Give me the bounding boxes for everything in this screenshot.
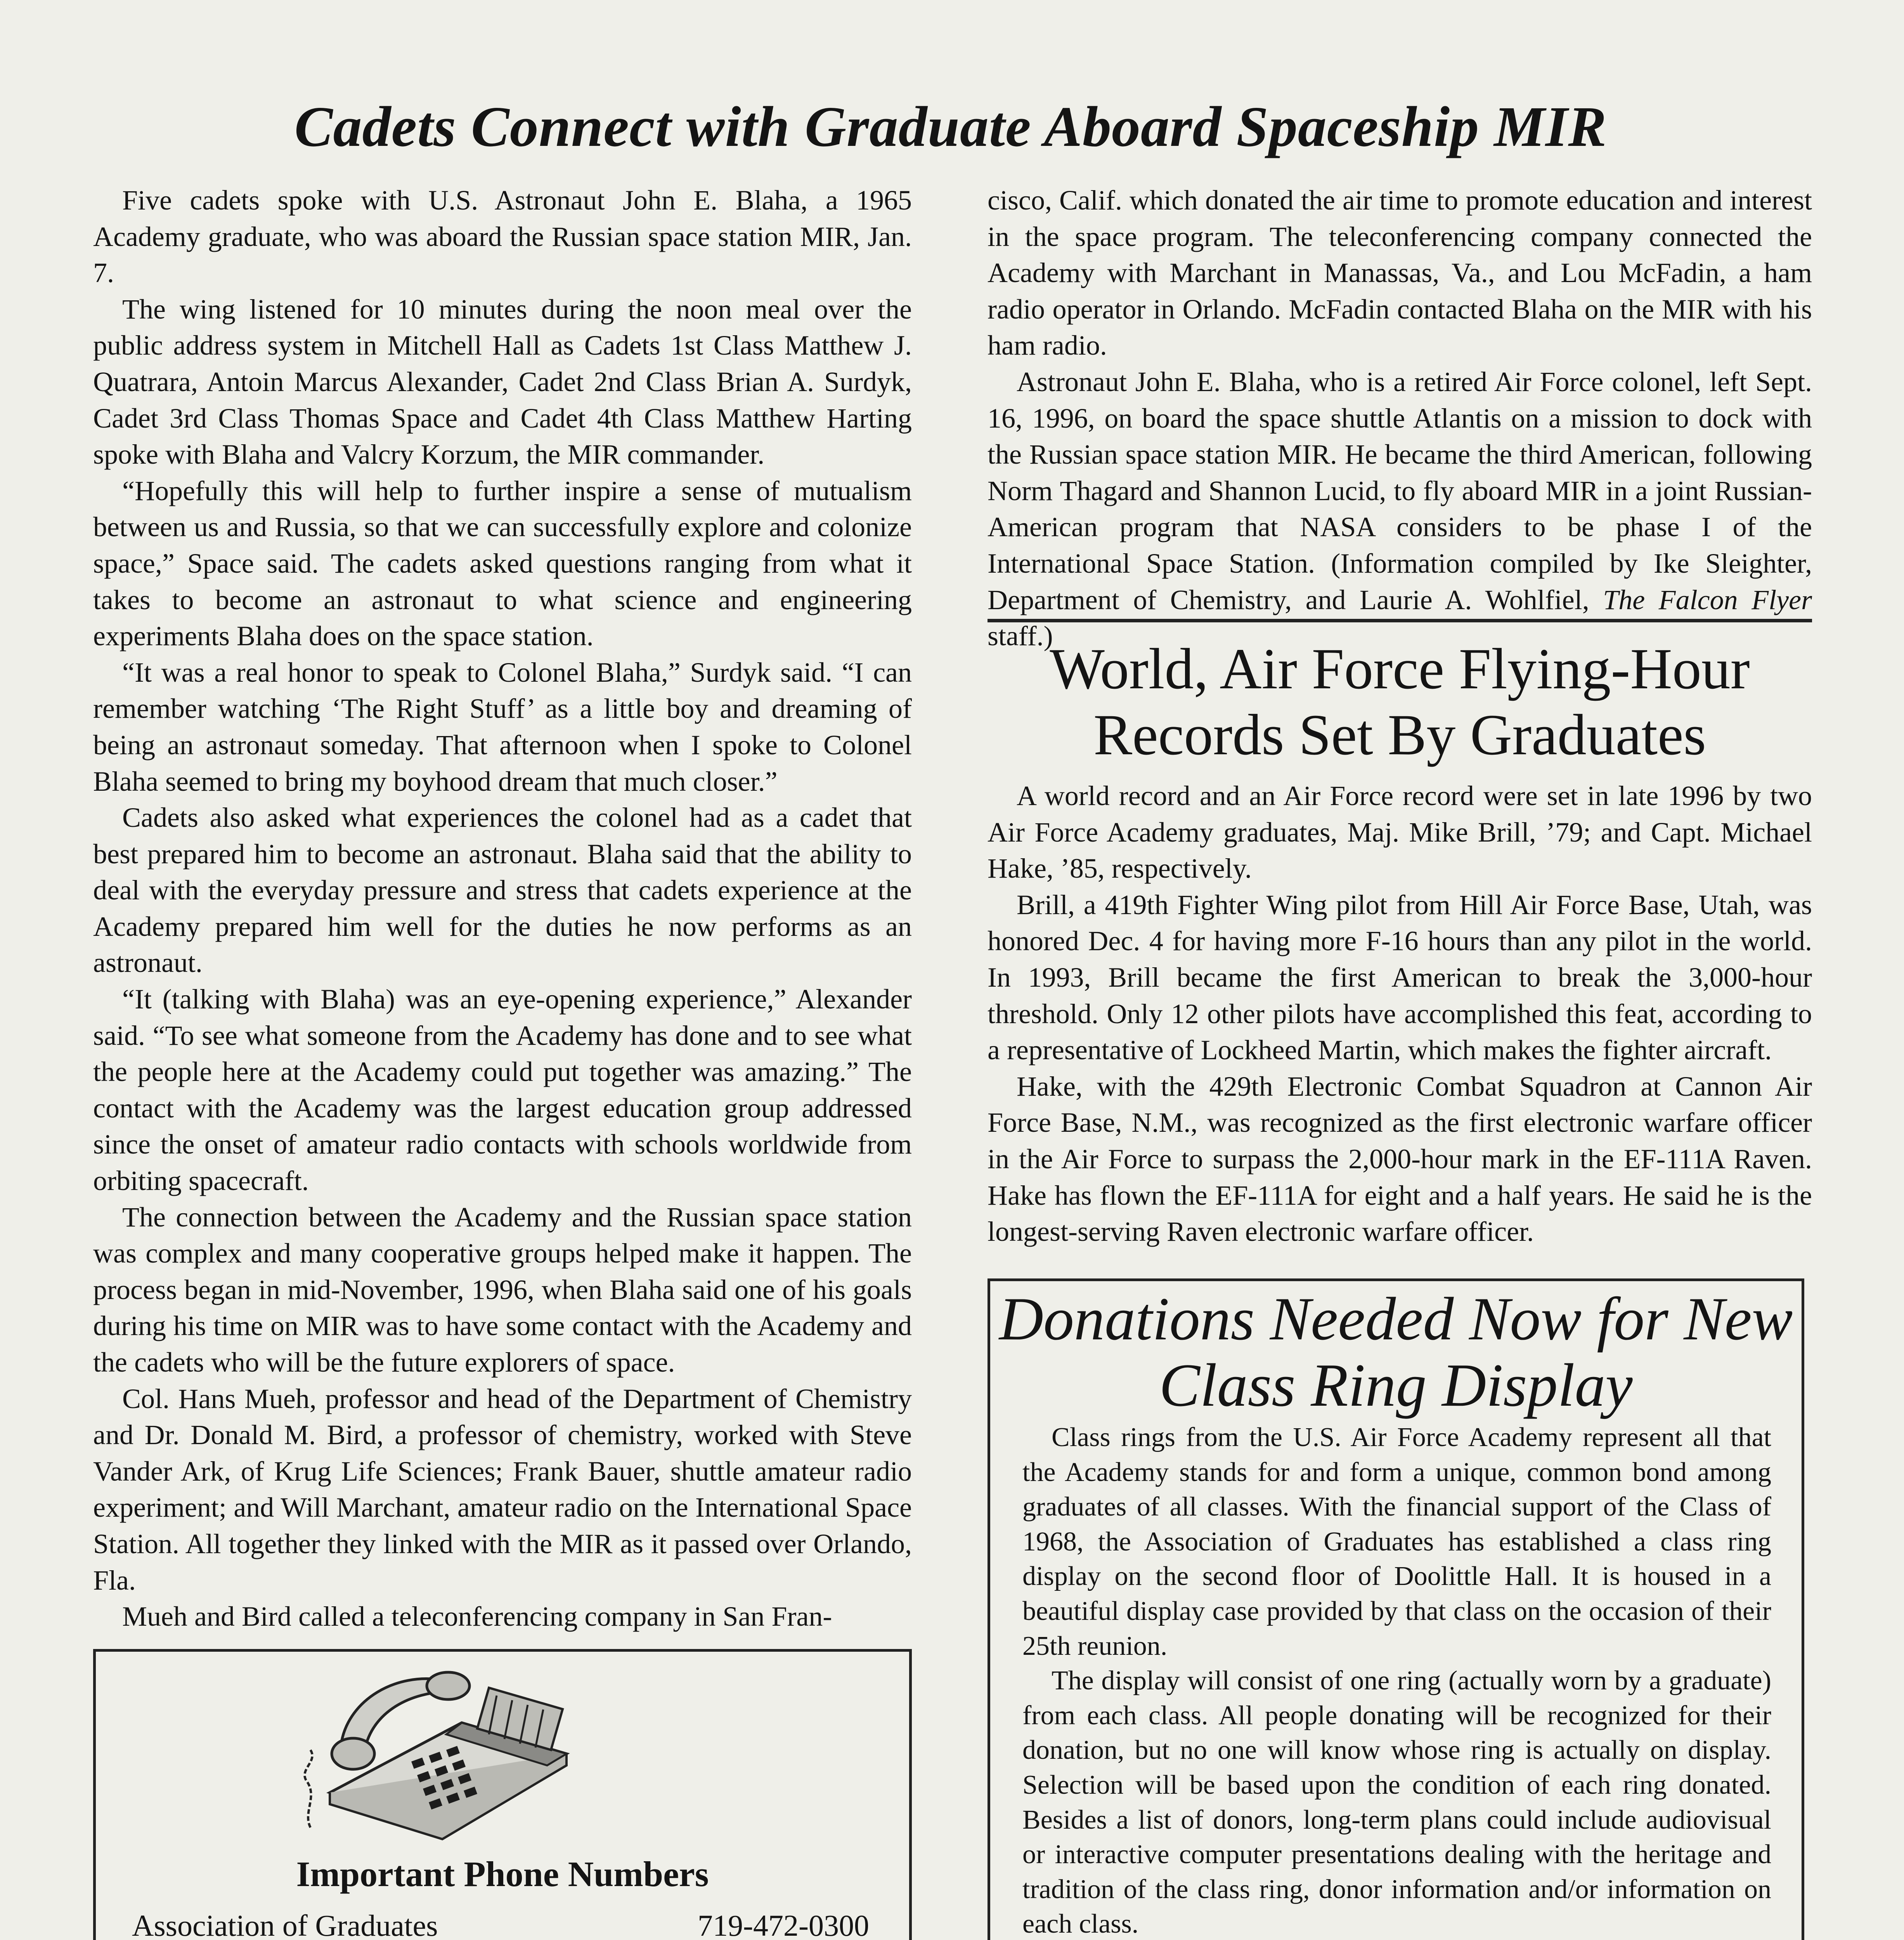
phone-box-heading: Important Phone Numbers bbox=[296, 1854, 709, 1894]
mir-paragraph: “It (talking with Blaha) was an eye-opening experience,” Alexander said. “To see what someone from the Academy has done and to see what the people here at the Academy could put together was amazing.” The contact with the Academy was the largest education group addressed since the onset of amateur radio contacts with schools worldwide from orbiting spacecraft. bbox=[93, 984, 912, 1197]
donation-paragraph: The display will consist of one ring (actually worn by a graduate) from each class. All people donating will be recognized for their donation, but no one will know whose ring is actually on display. Selection will be based upon the condition of each ring donated. Besides a list of donors, long-term plans could include audiovisual or interactive computer presentations dealing with the heritage and tradition of the class ring, donor information and/or information on each class. bbox=[1022, 1666, 1771, 1939]
flight-records-article bbox=[988, 778, 1812, 1250]
donation-article bbox=[1022, 1420, 1771, 1940]
phone-row bbox=[132, 1903, 869, 1940]
mir-paragraph: Five cadets spoke with U.S. Astronaut John E. Blaha, a 1965 Academy graduate, who was aboard the Russian space station MIR, Jan. 7. bbox=[93, 185, 912, 289]
donation-paragraph: Class rings from the U.S. Air Force Academy represent all that the Academy stands for and form a unique, common bond among graduates of all classes. With the financial support of the Class of 1968, the Association of Graduates has established a class ring display on the second floor of Doolittle Hall. It is housed in a beautiful display case provided by that class on the occasion of their 25th reunion. bbox=[1022, 1422, 1771, 1661]
flight-paragraph: A world record and an Air Force record were set in late 1996 by two Air Force Academy graduates, Maj. Mike Brill, ’79; and Capt. Michael Hake, ’85, respectively. bbox=[988, 780, 1812, 884]
mir-paragraph: Col. Hans Mueh, professor and head of the Department of Chemistry and Dr. Donald M. Bird, a professor of chemistry, worked with Steve Vander Ark, of Krug Life Sciences; Frank Bauer, shuttle amateur radio experiment; and Will Marchant, amateur radio on the International Space Station. All together they linked with the MIR as it passed over Orlando, Fla. bbox=[93, 1383, 912, 1596]
phone-number-list bbox=[132, 1903, 869, 1940]
mir-paragraph: cisco, Calif. which donated the air time to promote education and interest in the space program. The teleconferencing company connected the Academy with Marchant in Manassas, Va., and Lou McFadin, a ham radio operator in Orlando. McFadin contacted Blaha on the MIR with his ham radio. bbox=[988, 185, 1812, 361]
mir-paragraph: The connection between the Academy and the Russian space station was complex and many cooperative groups helped make it happen. The process began in mid-November, 1996, when Blaha said one of his goals during his time on MIR was to have some contact with the Academy and the cadets who will be the future explorers of space. bbox=[93, 1201, 912, 1378]
flight-paragraph: Hake, with the 429th Electronic Combat Squadron at Cannon Air Force Base, N.M., was recognized as the first electronic warfare officer in the Air Force to surpass the 2,000-hour mark in the EF-111A Raven. Hake has flown the EF-111A for eight and a half years. He said he is the longest-serving Raven electronic warfare officer. bbox=[988, 1070, 1812, 1247]
phone-number: 719-472-0300 bbox=[698, 1909, 869, 1940]
publication-name: The Falcon Flyer bbox=[1603, 584, 1812, 615]
flight-records-title: World, Air Force Flying-Hour Records Set By Graduates bbox=[1050, 637, 1750, 767]
mir-paragraph-credit-text: Astronaut John E. Blaha, who is a retired Air Force colonel, left Sept. 16, 1996, on board the space shuttle Atlantis on a mission to dock with the Russian space station MIR. He became the third American, following Norm Thagard and Shannon Lucid, to fly aboard MIR in a joint Russian-American program that NASA considers to be phase I of the International Space Station. (Information compiled by Ike Sleighter, Department of Chemistry, and Laurie A. Wohlfiel, bbox=[988, 366, 1812, 615]
credit-tail: staff.) bbox=[988, 620, 1053, 652]
section-divider bbox=[988, 619, 1812, 622]
mir-paragraph: “It was a real honor to speak to Colonel Blaha,” Surdyk said. “I can remember watching ‘The Right Stuff’ as a little boy and dreaming of being an astronaut someday. That afternoon when I spoke to Colonel Blaha seemed to bring my boyhood dream that much closer.” bbox=[93, 656, 912, 797]
mir-article-left-column bbox=[93, 182, 912, 1635]
mir-paragraph: Mueh and Bird called a teleconferencing company in San Fran- bbox=[122, 1601, 832, 1632]
mir-article-right-column bbox=[988, 182, 1812, 655]
phone-contact-name: Association of Graduates bbox=[132, 1909, 438, 1940]
donation-title: Donations Needed Now for New Class Ring Display bbox=[999, 1285, 1793, 1419]
telephone-icon bbox=[295, 1665, 590, 1843]
mir-paragraph: The wing listened for 10 minutes during the noon meal over the public address system in Mitchell Hall as Cadets 1st Class Matthew J. Quatrara, Antoin Marcus Alexander, Cadet 2nd Class Brian A. Surdyk, Cadet 3rd Class Thomas Space and Cadet 4th Class Matthew Harting spoke with Blaha and Valcry Korzum, the MIR commander. bbox=[93, 293, 912, 470]
mir-paragraph: Cadets also asked what experiences the colonel had as a cadet that best prepared him to become an astronaut. Blaha said that the ability to deal with the everyday pressure and stress that cadets experience at the Academy prepared him well for the duties he now performs as an astronaut. bbox=[93, 802, 912, 979]
mir-paragraph: “Hopefully this will help to further inspire a sense of mutualism between us and Russia, so that we can successfully explore and colonize space,” Space said. The cadets asked questions ranging from what it takes to become an astronaut to what science and engineering experiments Blaha does on the space station. bbox=[93, 475, 912, 652]
mir-paragraph-credit bbox=[988, 364, 1812, 655]
mir-article-title: Cadets Connect with Graduate Aboard Spaceship MIR bbox=[294, 95, 1607, 159]
flight-paragraph: Brill, a 419th Fighter Wing pilot from Hill Air Force Base, Utah, was honored Dec. 4 for having more F-16 hours than any pilot in the world. In 1993, Brill became the first American to break the 3,000-hour threshold. Only 12 other pilots have accomplished this feat, according to a representative of Lockheed Martin, which makes the fighter aircraft. bbox=[988, 889, 1812, 1066]
